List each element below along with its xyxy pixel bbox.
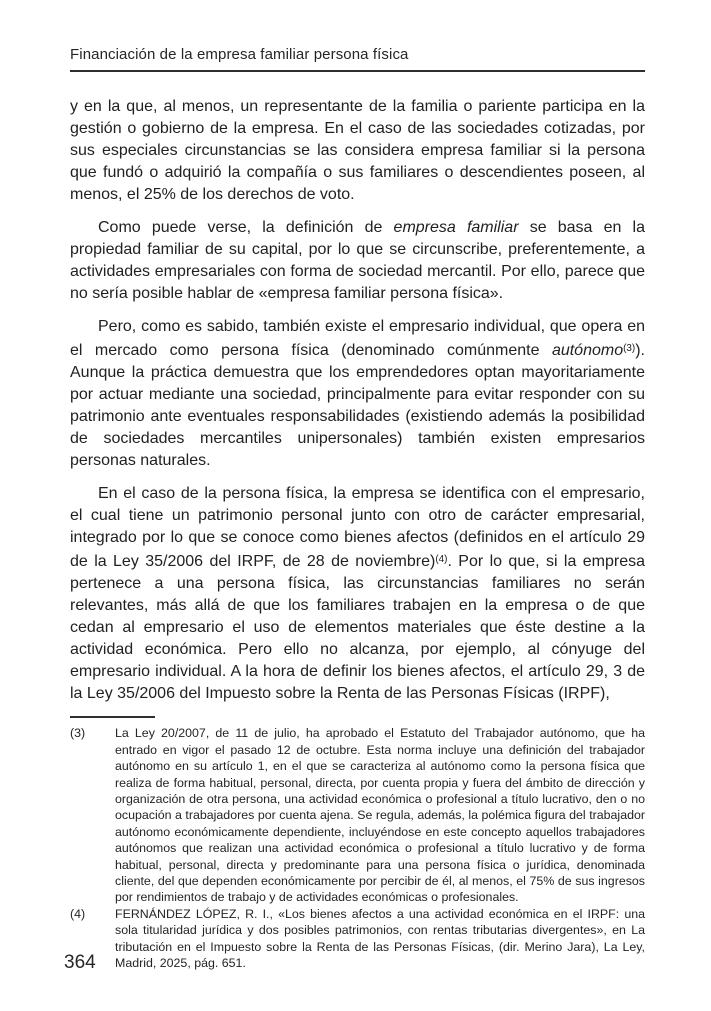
footnote-text: La Ley 20/2007, de 11 de julio, ha aprobado el Estatuto del Trabajador autónomo, que ha entrado en vigor el pasado 12 de octubre. Esta norma incluye una definición del trabajador autónomo en su artículo 1, en el que se caracteriza al autónomo como la persona física que realiza de forma habitual, personal, directa, por cuenta propia y fuera del ámbito de dirección y organización de otra persona, una actividad económica o profesional a título lucrativo, den o no ocupación a trabajadores por cuenta ajena. Se regula, además, la polémica figura del trabajador autónomo económicamente dependiente, incluyéndose en este concepto aquellos trabajadores autónomos que realizan una actividad económica o profesional a título lucrativo y de forma habitual, personal, directa y predominante para una persona física o jurídica, denominada cliente, del que dependen económicamente por percibir de él, al menos, el 75% de sus ingresos por rendimientos de trabajo y de actividades económicas o profesionales.	[115, 726, 645, 905]
paragraph	[70, 483, 645, 705]
running-header: Financiación de la empresa familiar persona física	[70, 46, 409, 63]
footnote-marker: (4)	[70, 906, 86, 921]
footnote-reference-4: (4)	[435, 554, 448, 566]
text-segment: se basa en la propiedad familiar de su capital, por lo que se circunscribe, preferentemente, a actividades empresariales con forma de sociedad mercantil. Por ello, parece que no sería posible hablar de «empresa familiar persona física».	[70, 219, 646, 302]
text-segment: . Por lo que, si la empresa pertenece a una persona física, las circunstancias familiares no serán relevantes, más allá de que los familiares trabajen en la empresa o de que cedan al empresario el uso de elementos materiales que éste destine a la actividad económica. Pero ello no alcanza, por ejemplo, al cónyuge del empresario individual. A la hora de definir los bienes afectos, el artículo 29, 3 de la Ley 35/2006 del Impuesto sobre la Renta de las Personas Físicas (IRPF),	[70, 553, 645, 703]
footnotes-section	[70, 725, 645, 971]
footnote-item	[70, 906, 645, 972]
footnote-separator	[70, 716, 155, 718]
text-segment: En el caso de la persona física, la empresa se identifica con el empresario, el cual tiene un patrimonio personal junto con otro de carácter empresarial, integrado por lo que se conoce como bienes afectos (definidos en el artículo 29 de la Ley 35/2006 del IRPF, de 28 de noviembre)	[70, 485, 645, 571]
text-segment: y en la que, al menos, un representante de la familia o pariente participa en la gestión o gobierno de la empresa. En el caso de las sociedades cotizadas, por sus especiales circunstancias se las considera empresa familiar si la persona que fundó o adquirió la compañía o sus familiares o descendientes poseen, al menos, el 25% de los derechos de voto.	[70, 98, 645, 203]
footnote-reference-3: (3)	[623, 343, 636, 354]
footnote-text: FERNÁNDEZ LÓPEZ, R. I., «Los bienes afectos a una actividad económica en el IRPF: una sola titularidad jurídica y dos posibles patrimonios, con rentas tributarias divergentes», en La tributación en el Impuesto sobre la Renta de las Personas Físicas, (dir. Merino Jara), La Ley, Madrid, 2025, pág. 651.	[115, 906, 645, 970]
header-rule	[70, 70, 645, 72]
body-text	[70, 96, 645, 705]
text-segment: ). Aunque la práctica demuestra que los emprendedores optan mayoritariamente por actuar mediante una sociedad, principalmente para evitar responder con su patrimonio ante eventuales responsabilidades (existiendo además la posibilidad de sociedades mercantiles unipersonales) también existen empresarios personas naturales.	[70, 342, 645, 470]
paragraph	[70, 217, 645, 305]
paragraph	[70, 316, 645, 472]
paragraph	[70, 96, 645, 206]
footnote-item	[70, 725, 645, 905]
italic-term: empresa familiar	[393, 219, 519, 236]
italic-term: autónomo	[551, 342, 624, 360]
text-segment: Como puede verse, la definición de	[98, 219, 394, 236]
text-segment: Pero, como es sabido, también existe el empresario individual, que opera en el mercado como persona física (denominado comúnmente	[70, 318, 645, 360]
page-number: 364	[64, 952, 96, 973]
footnote-marker: (3)	[70, 726, 86, 741]
